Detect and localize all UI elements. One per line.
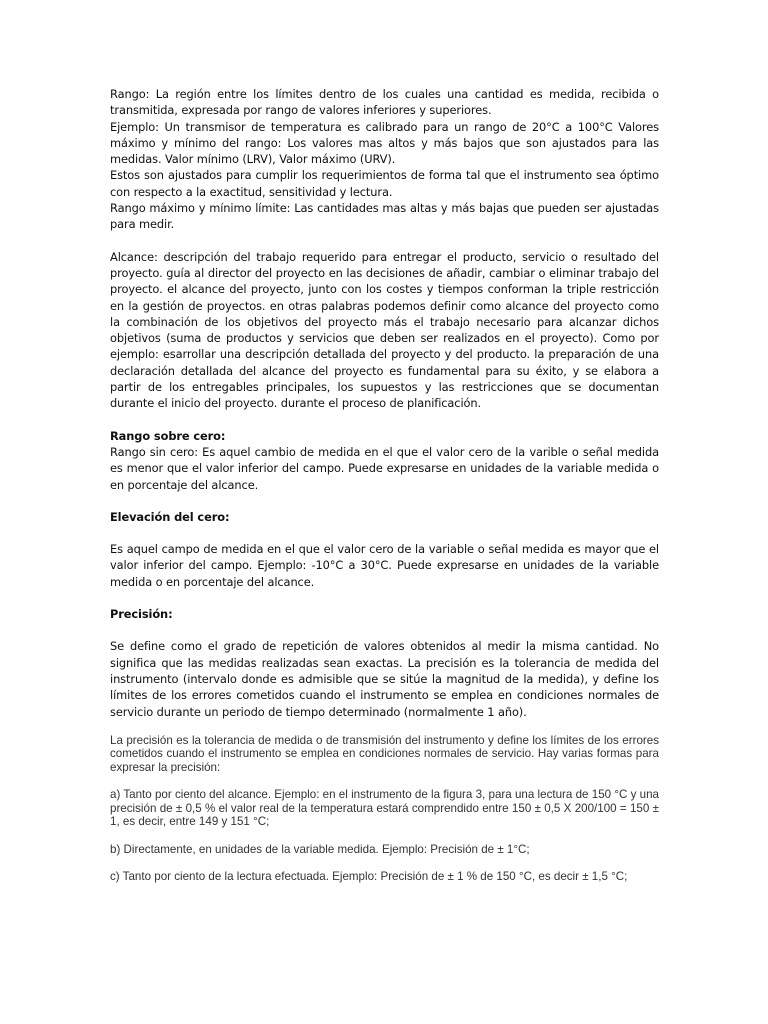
elevacion-heading: Elevación del cero: xyxy=(110,509,230,524)
rango-maximo-paragraph: Rango máximo y mínimo límite: Las cantidades mas altas y más bajas que pueden ser ajustadas para medir. xyxy=(110,201,659,232)
alcance-paragraph xyxy=(110,249,659,412)
ejemplo-label: Ejemplo: xyxy=(110,119,159,134)
alcance-label: Alcance: xyxy=(110,249,158,264)
rango-sin-cero-paragraph: Rango sin cero: Es aquel cambio de medida en el que el valor cero de la varible o señal medida es menor que el valor inferior del campo. Puede expresarse en unidades de la variable medida o en porcentaje del alcance. xyxy=(110,444,659,492)
precision-item-b: b) Directamente, en unidades de la variable medida. Ejemplo: Precisión de ± 1°C; xyxy=(110,842,530,856)
ajustados-paragraph: Estos son ajustados para cumplir los requerimientos de forma tal que el instrumento sea óptimo con respecto a la exactitud, sensitividad y lectura. xyxy=(110,168,659,199)
rango-label: Rango: xyxy=(110,87,150,101)
rango-sobre-cero-heading: Rango sobre cero: xyxy=(110,428,226,443)
ejemplo-text: Un transmisor de temperatura es calibrado para un rango de 20°C a 100°C Valores máximo y mínimo del rango: Los valores mas altos y más bajos que son ajustados para las medidas. Valor mínimo (LRV), Valor máximo (URV). xyxy=(110,119,659,167)
elevacion-paragraph: Es aquel campo de medida en el que el valor cero de la variable o señal medida es mayor que el valor inferior del campo. Ejemplo: -10°C a 30°C. Puede expresarse en unidades de la variable medida o en porcentaje del alcance. xyxy=(110,542,659,589)
bold-text-section xyxy=(110,86,659,720)
precision-paragraph: Se define como el grado de repetición de valores obtenidos al medir la misma cantidad. No significa que las medidas realizadas sean exactas. La precisión es la tolerancia de medida del instrumento (intervalo donde es admisible que se sitúe la magnitud de la medida), y define los límites de los errores cometidos cuando el instrumento se emplea en condiciones normales de servicio durante un periodo de tiempo determinado (normalmente 1 año). xyxy=(110,639,659,719)
precision-item-c: c) Tanto por ciento de la lectura efectuada. Ejemplo: Precisión de ± 1 % de 150 °C, es decir ± 1,5 °C; xyxy=(110,870,628,884)
precision-intro: La precisión es la tolerancia de medida o de transmisión del instrumento y define los límites de los errores cometidos cuando el instrumento se emplea en condiciones normales de servicio. Hay varias formas para expresar la precisión: xyxy=(110,733,659,774)
precision-heading: Precisión: xyxy=(110,607,173,622)
rango-text: La región entre los límites dentro de los cuales una cantidad es medida, recibida o transmitida, expresada por rango de valores inferiores y superiores. xyxy=(110,87,659,118)
alcance-text: descripción del trabajo requerido para entregar el producto, servicio o resultado del proyecto. guía al director del proyecto en las decisiones de añadir, cambiar o eliminar trabajo del proyecto. el alcance del proyecto, junto con los costes y tiempos conforman la triple restricción en la gestión de proyectos. en otras palabras podemos definir como alcance del proyecto como la combinación de los objetivos del proyecto más el trabajo necesario para alcanzar dichos objetivos (suma de productos y servicios que deben ser realizados en el proyecto). Como por ejemplo: esarrollar una descripción detallada del proyecto y del producto. la preparación de una declaración detallada del alcance del proyecto es fundamental para su éxito, y se elabora a partir de los entregables principales, los supuestos y las restricciones que se documentan durante el inicio del proyecto. durante el proceso de planificación. xyxy=(110,249,659,411)
precision-item-a: a) Tanto por ciento del alcance. Ejemplo: en el instrumento de la figura 3, para una lectura de 150 °C y una precisión de ± 0,5 % el valor real de la temperatura estará comprendido entre 150 ± 0,5 X 200/100 = 150 ± 1, es decir, entre 149 y 151 °C; xyxy=(110,788,659,829)
precision-detail-section xyxy=(110,734,659,884)
rango-paragraph xyxy=(110,86,659,119)
ejemplo-paragraph xyxy=(110,119,659,168)
